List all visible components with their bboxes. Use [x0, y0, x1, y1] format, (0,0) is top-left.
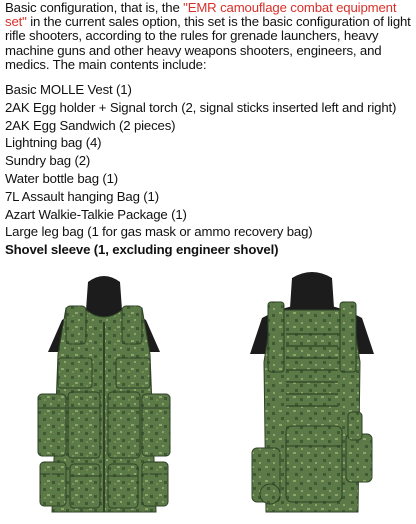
vest-front-photo	[0, 262, 208, 524]
list-item: Large leg bag (1 for gas mask or ammo recovery bag)	[5, 224, 313, 240]
list-item: 2AK Egg Sandwich (2 pieces)	[5, 117, 176, 133]
list-item: Azart Walkie-Talkie Package (1)	[5, 206, 187, 222]
list-item: Basic MOLLE Vest (1)	[5, 82, 132, 97]
contents-list	[5, 81, 411, 259]
intro-prefix: Basic configuration, that is, the	[5, 0, 184, 15]
vest-back-photo	[208, 262, 416, 524]
set-name-highlight: "EMR camouflage combat equipment set"	[5, 0, 397, 30]
list-item: 2AK Egg holder + Signal torch (2, signal sticks inserted left and right)	[5, 99, 397, 115]
list-item: Water bottle bag (1)	[5, 170, 119, 186]
intro-paragraph	[5, 1, 411, 72]
list-item: 7L Assault hanging Bag (1)	[5, 188, 159, 204]
list-item: Lightning bag (4)	[5, 135, 102, 151]
vest-back-illustration	[208, 262, 416, 524]
list-item-bold: Shovel sleeve (1, excluding engineer shovel)	[5, 242, 279, 258]
intro-suffix: in the current sales option, this set is the basic configuration of light rifle shooters, according to the rules for grenade launchers, heavy machine guns and other heavy weapons shooters, engineers, and medics. The main contents include:	[5, 14, 411, 72]
vest-front-illustration	[0, 262, 208, 524]
list-item: Sundry bag (2)	[5, 153, 91, 169]
